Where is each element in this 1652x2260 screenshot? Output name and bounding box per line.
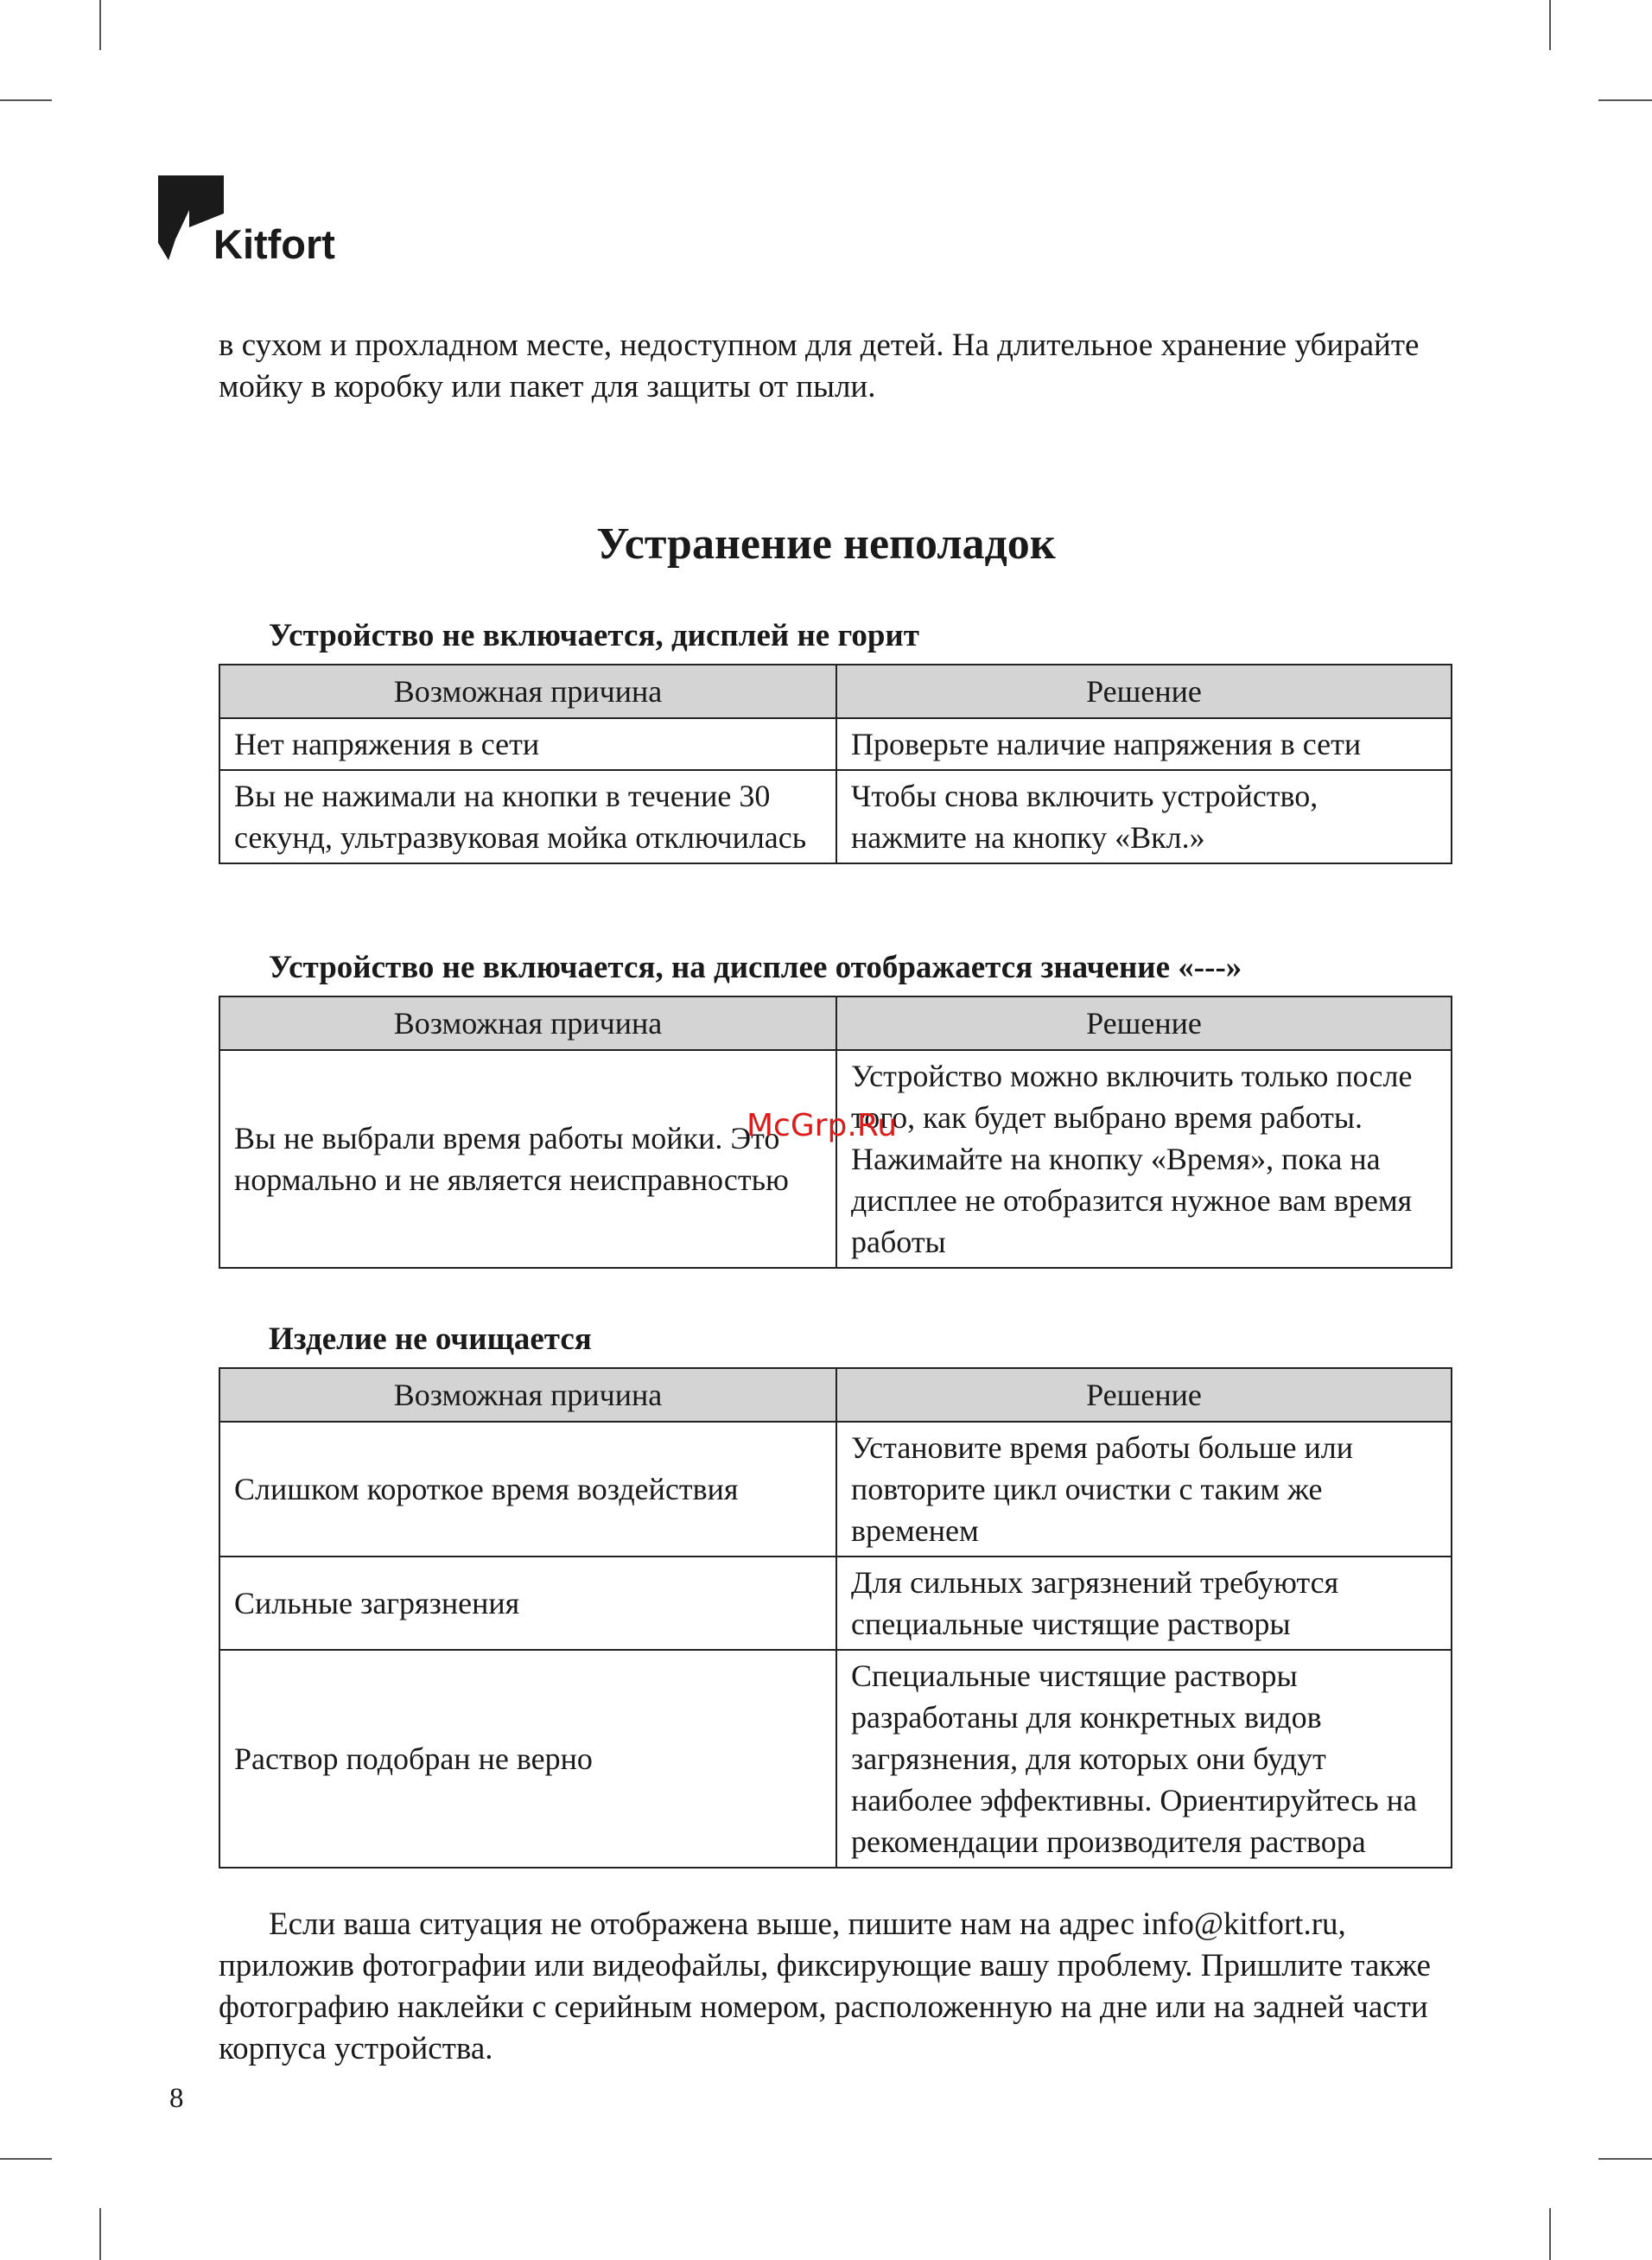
cause-cell: Нет напряжения в сети xyxy=(219,718,836,770)
page-title: Устранение неполадок xyxy=(596,519,1056,569)
crop-mark xyxy=(0,99,52,101)
section-heading: Устройство не включается, на дисплее отображается значение «---» xyxy=(269,950,1242,985)
crop-mark xyxy=(1549,2208,1551,2260)
solution-cell: Устройство можно включить только после того, как будет выбрано время работы. Нажимайте на кнопку «Время», пока на дисплее не отобразится нужное вам время работы xyxy=(836,1050,1452,1268)
logo-wordmark: Kitfort xyxy=(213,221,335,267)
crop-mark xyxy=(1598,2158,1652,2160)
solution-cell: Специальные чистящие растворы разработаны для конкретных видов загрязнения, для которых они будут наиболее эффективны. Ориентируйтесь на рекомендации производителя раствора xyxy=(836,1650,1452,1868)
table-row xyxy=(219,1650,1452,1868)
cause-cell: Вы не нажимали на кнопки в течение 30 секунд, ультразвуковая мойка отключилась xyxy=(219,770,836,863)
solution-cell: Для сильных загрязнений требуются специальные чистящие растворы xyxy=(836,1557,1452,1650)
table-header-row xyxy=(219,996,1452,1050)
table-header-row xyxy=(219,1368,1452,1422)
crop-mark xyxy=(99,0,101,50)
watermark: McGrp.Ru xyxy=(747,1108,898,1143)
cause-cell: Сильные загрязнения xyxy=(219,1557,836,1650)
column-header-solution: Решение xyxy=(836,1368,1452,1422)
column-header-solution: Решение xyxy=(836,996,1452,1050)
column-header-solution: Решение xyxy=(836,665,1452,718)
solution-cell: Проверьте наличие напряжения в сети xyxy=(836,718,1452,770)
cause-cell: Слишком короткое время воздействия xyxy=(219,1422,836,1557)
crop-mark xyxy=(0,2158,52,2160)
column-header-cause: Возможная причина xyxy=(219,1368,836,1422)
table-header-row xyxy=(219,665,1452,718)
column-header-cause: Возможная причина xyxy=(219,996,836,1050)
solution-cell: Чтобы снова включить устройство, нажмите на кнопку «Вкл.» xyxy=(836,770,1452,863)
troubleshooting-table xyxy=(219,664,1452,864)
solution-cell: Установите время работы больше или повторите цикл очистки с таким же временем xyxy=(836,1422,1452,1557)
table-row xyxy=(219,718,1452,770)
section-heading: Устройство не включается, дисплей не горит xyxy=(269,618,919,653)
cause-cell: Вы не выбрали время работы мойки. Это нормально и не является неисправностью xyxy=(219,1050,836,1268)
crop-mark xyxy=(1549,0,1551,50)
crop-mark xyxy=(1598,99,1652,101)
section-heading: Изделие не очищается xyxy=(269,1321,592,1357)
intro-paragraph: в сухом и прохладном месте, недоступном для детей. На длительное хранение убирайте мойку в коробку или пакет для защиты от пыли. xyxy=(219,328,1420,404)
crop-mark xyxy=(99,2208,101,2260)
kitfort-logo xyxy=(158,175,348,271)
table-row xyxy=(219,1557,1452,1650)
page-number: 8 xyxy=(169,2083,184,2114)
table-row xyxy=(219,1422,1452,1557)
contact-paragraph: Если ваша ситуация не отображена выше, пишите нам на адрес info@kitfort.ru, приложив фотографии или видеофайлы, фиксирующие вашу проблему. Пришлите также фотографию наклейки с серийным номером, расположенную на дне или на задней части корпуса устройства. xyxy=(219,1907,1431,2066)
cause-cell: Раствор подобран не верно xyxy=(219,1650,836,1868)
table-row xyxy=(219,770,1452,863)
troubleshooting-table xyxy=(219,1367,1452,1868)
column-header-cause: Возможная причина xyxy=(219,665,836,718)
table-row xyxy=(219,1050,1452,1268)
